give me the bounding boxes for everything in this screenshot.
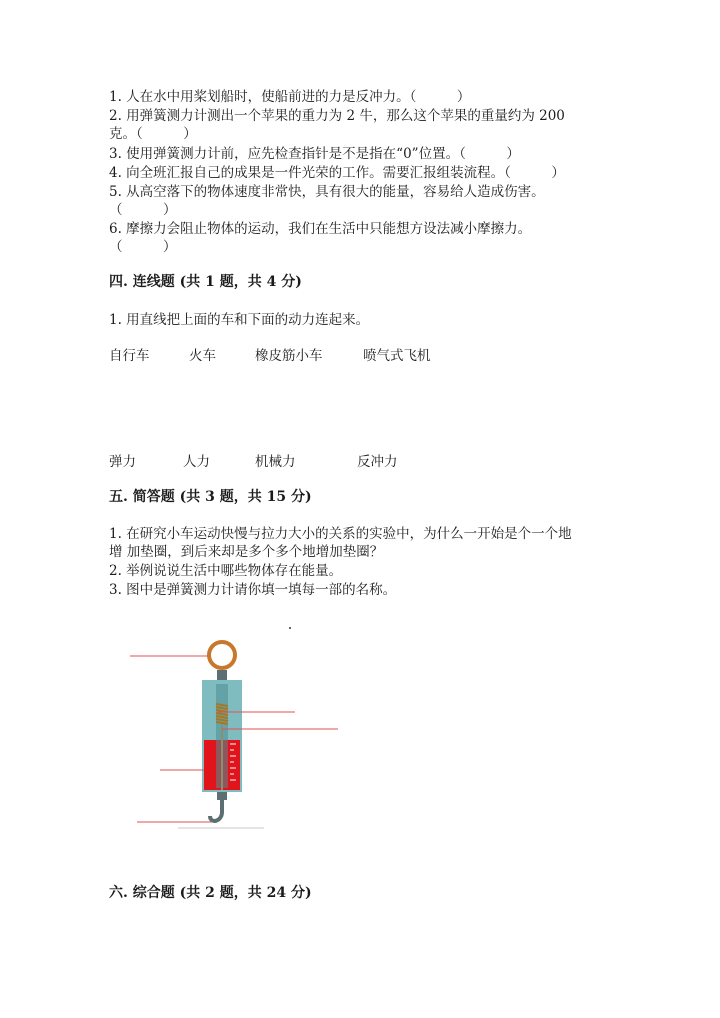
section4-question: 1. 用直线把上面的车和下面的动力连起来。 xyxy=(109,312,370,328)
judge-item-5-line1: 5. 从高空落下的物体速度非常快，具有很大的能量，容易给人造成伤害。 xyxy=(109,184,545,200)
top-connector xyxy=(217,670,227,680)
vehicle-label-train: 火车 xyxy=(189,348,216,364)
short-answer-3: 3. 图中是弹簧测力计请你填一填每一部的名称。 xyxy=(109,582,397,598)
judge-item-5-line2: （ ） xyxy=(109,202,177,218)
spring-scale-figure xyxy=(130,632,350,837)
vehicle-label-jet-plane: 喷气式飞机 xyxy=(363,348,431,364)
hook-icon xyxy=(210,800,222,821)
judge-item-3: 3. 使用弹簧测力计前，应先检查指针是不是指在“0”位置。（ ） xyxy=(109,146,520,162)
spring-scale-svg xyxy=(130,632,350,837)
power-label-human: 人力 xyxy=(183,454,210,470)
power-label-elastic: 弹力 xyxy=(109,454,136,470)
power-label-mechanical: 机械力 xyxy=(255,454,296,470)
judge-item-2-line1: 2. 用弹簧测力计测出一个苹果的重力为 2 牛，那么这个苹果的重量约为 200 xyxy=(109,108,565,124)
bottom-connector xyxy=(217,792,227,800)
vehicle-label-bicycle: 自行车 xyxy=(109,348,150,364)
section5-heading: 五. 简答题 (共 3 题，共 15 分) xyxy=(109,489,312,505)
short-answer-1-line1: 1. 在研究小车运动快慢与拉力大小的关系的实验中，为什么一开始是个一个地 xyxy=(109,526,572,542)
judge-item-4: 4. 向全班汇报自己的成果是一件光荣的工作。需要汇报组装流程。（ ） xyxy=(109,165,565,181)
judge-item-2-line2: 克。（ ） xyxy=(109,126,197,142)
judge-item-6-line2: （ ） xyxy=(109,239,177,255)
section6-heading: 六. 综合题 (共 2 题，共 24 分) xyxy=(109,885,312,901)
stray-dot xyxy=(289,627,291,629)
vehicle-label-rubber-band-car: 橡皮筋小车 xyxy=(255,348,323,364)
section4-heading: 四. 连线题 (共 1 题，共 4 分) xyxy=(109,274,302,290)
short-answer-2: 2. 举例说说生活中哪些物体存在能量。 xyxy=(109,563,343,579)
judge-item-1: 1. 人在水中用桨划船时，使船前进的力是反冲力。（ ） xyxy=(109,89,471,105)
short-answer-1-line2: 增 加垫圈，到后来却是多个多个地增加垫圈？ xyxy=(109,544,384,560)
ring-icon xyxy=(209,642,235,668)
judge-item-6-line1: 6. 摩擦力会阻止物体的运动，我们在生活中只能想方设法减小摩擦力。 xyxy=(109,221,532,237)
power-label-recoil: 反冲力 xyxy=(357,454,398,470)
